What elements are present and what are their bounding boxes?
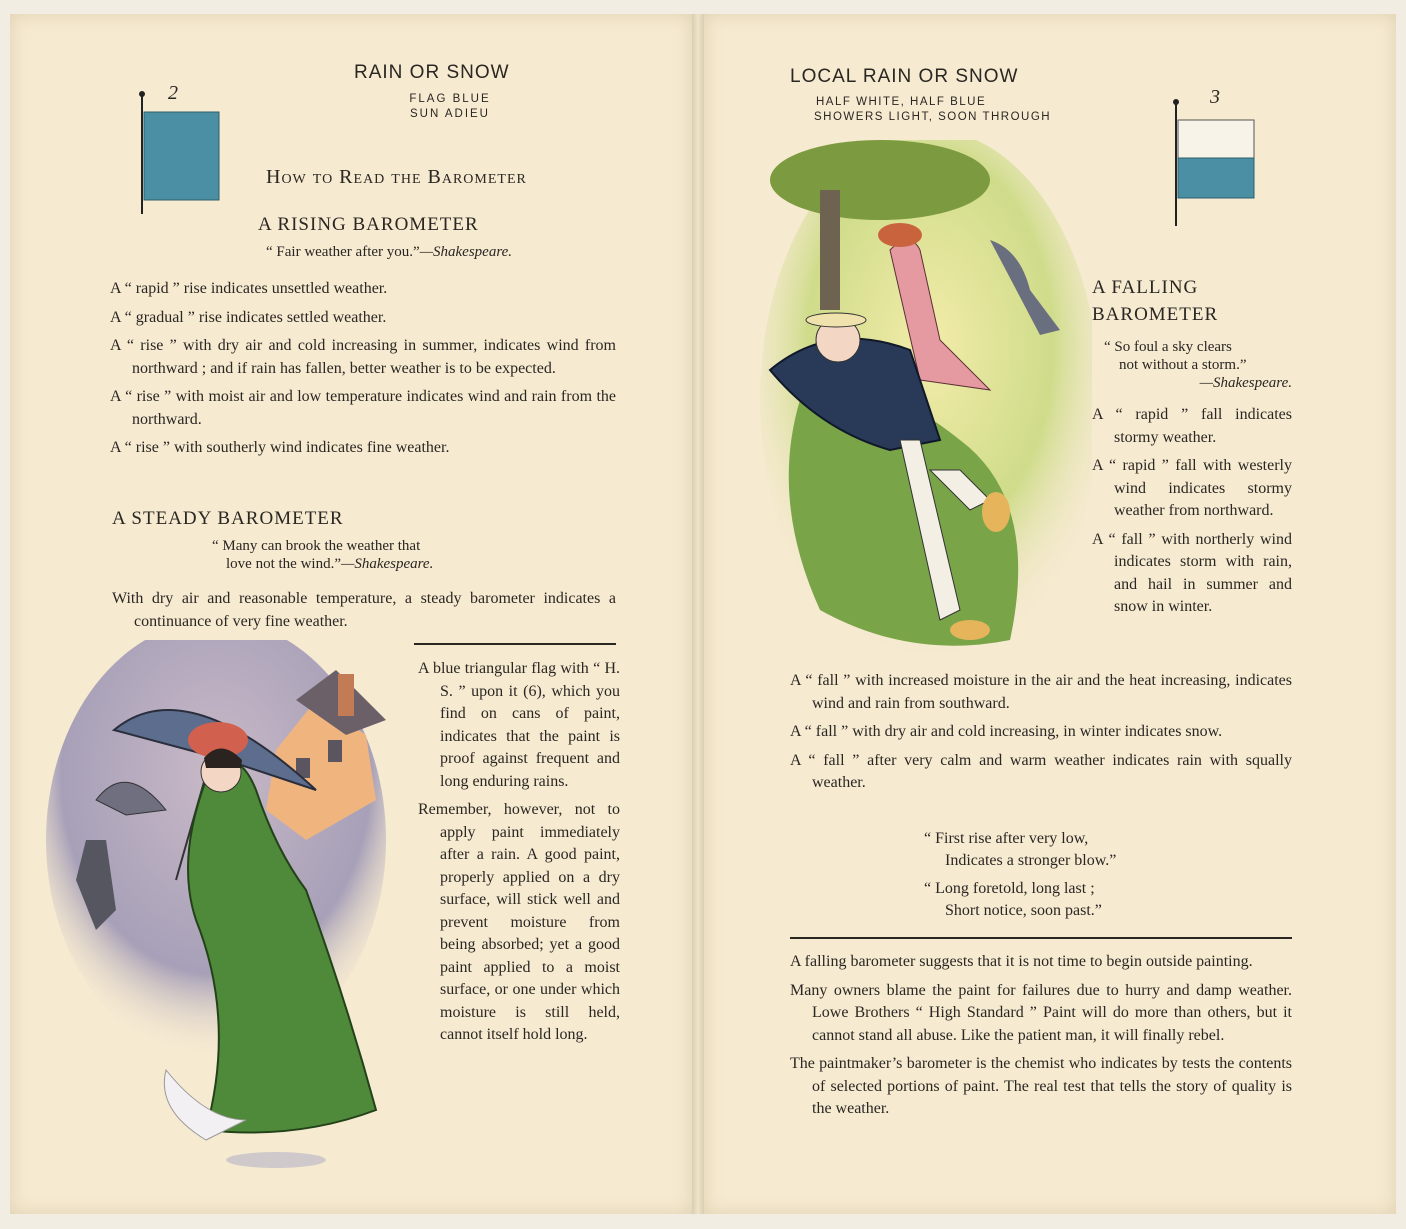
closing-paragraph: Many owners blame the paint for failures due to hurry and damp weather. Lowe Brothers “ High Standard ” Paint will do more than others, but it cannot stand all abuse. Like the patient man, it will finally rebel. [790,981,1292,1044]
right-divider [790,937,1292,939]
falling-item: A “ fall ” with increased moisture in the air and the heat increasing, indicates wind and rain from southward. [790,672,1292,712]
verse-line: “ Long foretold, long last ; [924,880,1095,897]
rising-item: A “ rise ” with southerly wind indicates fine weather. [110,439,450,456]
left-divider [414,643,616,645]
blue-flag-icon [136,88,226,216]
right-page-number: 3 [1210,86,1220,108]
left-header: RAIN OR SNOW [354,62,510,83]
couple-rain-illustration [760,140,1092,680]
falling-list [790,670,1292,801]
falling-column-item: A “ fall ” with northerly wind indicates storm with rain, and hail in summer and snow in winter. [1092,530,1292,615]
steady-text: With dry air and reasonable temperature, a steady barometer indicates a continuance of very fine weather. [112,590,616,630]
verse-line: “ First rise after very low, [924,830,1089,847]
verse-line: Short notice, soon past.” [945,902,1102,919]
falling-item: A “ fall ” after very calm and warm weather indicates rain with squally weather. [790,751,1292,791]
falling-quote: “ So foul a sky clears not without a storm.” —Shakespeare. [1104,339,1292,391]
falling-column-item: A “ rapid ” fall with westerly wind indicates stormy weather from northward. [1092,457,1292,519]
right-subheader [814,95,1051,125]
column-paragraph: Remember, however, not to apply paint immediately after a rain. A good paint, properly applied on a dry surface, will stick well and prevent moisture from being absorbed; yet a good paint applied to a moist surface, or one under which moisture is still held, cannot itself hold long. [418,801,620,1043]
closing-paragraph: A falling barometer suggests that it is not time to begin outside painting. [790,953,1253,970]
right-header: LOCAL RAIN OR SNOW [790,66,1019,87]
rising-item: A “ gradual ” rise indicates settled weather. [110,308,387,326]
falling-column-item: A “ rapid ” fall indicates stormy weather. [1092,406,1292,446]
weather-verse [924,828,1116,922]
paint-column [418,658,620,1053]
right-sub-line1: HALF WHITE, HALF BLUE [816,96,987,108]
closing-paragraphs [790,951,1292,1127]
left-subheader [390,92,510,122]
rising-item: A “ rise ” with dry air and cold increasing in summer, indicates wind from northward ; and if rain has fallen, better weather is to be expected. [110,337,616,377]
steady-quote: “ Many can brook the weather that love not the wind.”—Shakespeare. [212,538,434,572]
woman-umbrella-illustration [46,640,408,1180]
rising-list [110,278,616,466]
rising-heading: A RISING BAROMETER [258,214,479,235]
left-sub-line2: SUN ADIEU [410,108,490,120]
left-sub-line1: FLAG BLUE [409,93,491,105]
falling-item: A “ fall ” with dry air and cold increasing, in winter indicates snow. [790,723,1223,740]
steady-heading: A STEADY BAROMETER [112,508,344,529]
falling-column [1092,404,1292,625]
half-blue-flag-icon [1168,96,1264,228]
column-paragraph: A blue triangular flag with “ H. S. ” upon it (6), which you find on cans of paint, indicates that the paint is proof against frequent and long enduring rains. [418,660,620,790]
book-gutter [692,14,704,1214]
main-title: How to Read the Barometer [266,166,527,188]
left-page-number: 2 [168,82,178,104]
right-sub-line2: SHOWERS LIGHT, SOON THROUGH [814,111,1052,123]
rising-item: A “ rise ” with moist air and low temperature indicates wind and rain from the northward. [110,388,616,428]
rising-quote: “ Fair weather after you.”—Shakespeare. [266,244,513,260]
rising-item: A “ rapid ” rise indicates unsettled weather. [110,280,388,297]
closing-paragraph: The paintmaker’s barometer is the chemist who indicates by tests the contents of selected portions of paint. The real test that tells the story of quality is the weather. [790,1055,1292,1117]
verse-line: Indicates a stronger blow.” [945,852,1117,869]
falling-heading: A FALLING BAROMETER [1092,277,1219,325]
